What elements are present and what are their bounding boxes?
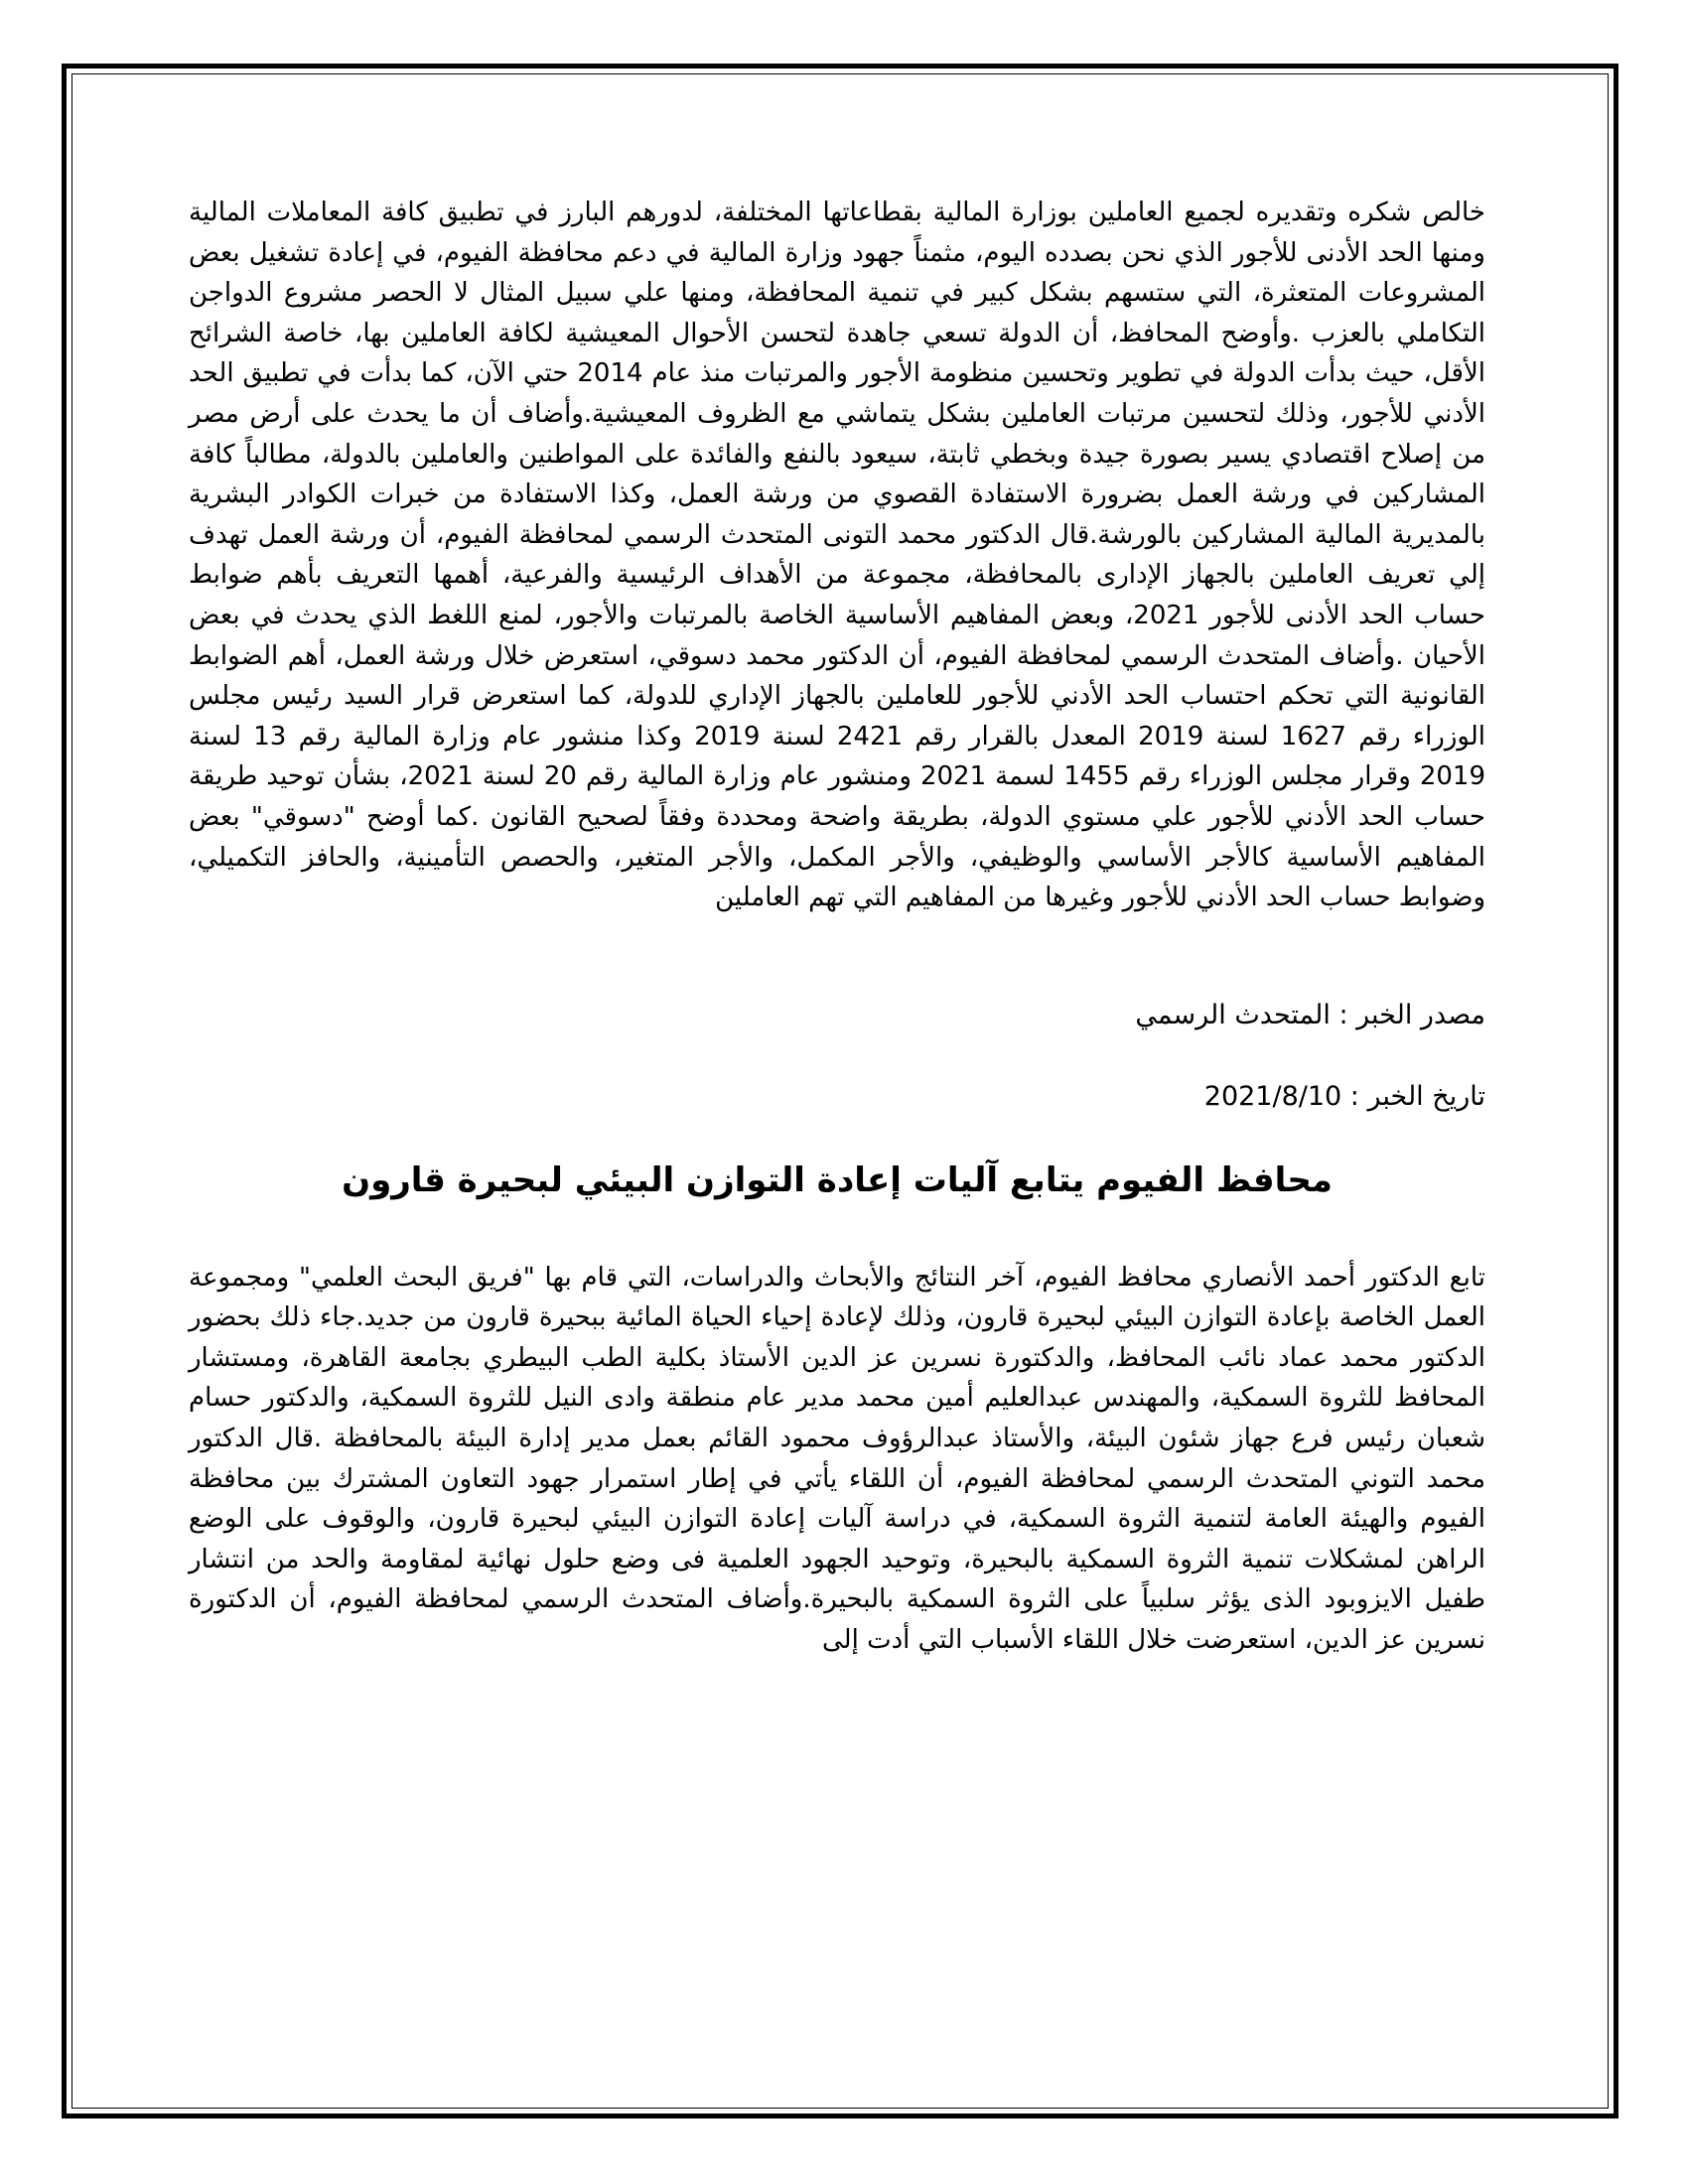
article-2-body: تابع الدكتور أحمد الأنصاري محافظ الفيوم، آخر النتائج والأبحاث والدراسات، التي قام بها "فريق البحث العلمي" ومجموعة العمل الخاصة بإعادة التوازن البيئي لبحيرة قارون، وذلك لإعادة إحياء الحياة المائية ببحيرة قارون من جديد.جاء ذلك بحضور الدكتور محمد عماد نائب المحافظ، والدكتورة نسرين عز الدين الأستاذ بكلية الطب البيطري بجامعة القاهرة، ومستشار المحافظ للثروة السمكية، والمهندس عبدالعليم أمين محمد مدير عام منطقة وادى النيل للثروة السمكية، والدكتور حسام شعبان رئيس فرع جهاز شئون البيئة، والأستاذ عبدالرؤوف محمود القائم بعمل مدير إدارة البيئة بالمحافظة .قال الدكتور محمد التوني المتحدث الرسمي لمحافظة الفيوم، أن اللقاء يأتي في إطار استمرار جهود التعاون المشترك بين محافظة الفيوم والهيئة العامة لتنمية الثروة السمكية، في دراسة آليات إعادة التوازن البيئي لبحيرة قارون، والوقوف على الوضع الراهن لمشكلات تنمية الثروة السمكية بالبحيرة، وتوحيد الجهود العلمية فى وضع حلول نهائية لمقاومة والحد من انتشار طفيل الايزوبود الذى يؤثر سلبياً على الثروة السمكية بالبحيرة.وأضاف المتحدث الرسمي لمحافظة الفيوم، أن الدكتورة نسرين عز الدين، استعرضت خلال اللقاء الأسباب التي أدت إلى	[189, 1262, 1485, 1656]
news-source: مصدر الخبر : المتحدث الرسمي	[1135, 999, 1485, 1030]
article-2-headline: محافظ الفيوم يتابع آليات إعادة التوازن البيئي لبحيرة قارون	[342, 1160, 1333, 1200]
news-date: تاريخ الخبر : 2021/8/10	[1203, 1080, 1485, 1112]
document-content	[189, 193, 1485, 1661]
article-1-body: خالص شكره وتقديره لجميع العاملين بوزارة المالية بقطاعاتها المختلفة، لدورهم البارز في تطبيق كافة المعاملات المالية ومنها الحد الأدنى للأجور الذي نحن بصدده اليوم، مثمناً جهود وزارة المالية في دعم محافظة الفيوم، في إعادة تشغيل بعض المشروعات المتعثرة، التي ستسهم بشكل كبير في تنمية المحافظة، ومنها علي سبيل المثال لا الحصر مشروع الدواجن التكاملي بالعزب .وأوضح المحافظ، أن الدولة تسعي جاهدة لتحسن الأحوال المعيشية لكافة العاملين بها، خاصة الشرائح الأقل، حيث بدأت الدولة في تطوير وتحسين منظومة الأجور والمرتبات منذ عام 2014 حتي الآن، كما بدأت في تطبيق الحد الأدني للأجور، وذلك لتحسين مرتبات العاملين بشكل يتماشي مع الظروف المعيشية.وأضاف أن ما يحدث على أرض مصر من إصلاح اقتصادي يسير بصورة جيدة وبخطي ثابتة، سيعود بالنفع والفائدة على المواطنين والعاملين بالدولة، مطالباً كافة المشاركين في ورشة العمل بضرورة الاستفادة القصوي من ورشة العمل، وكذا الاستفادة من خبرات الكوادر البشرية بالمديرية المالية المشاركين بالورشة.قال الدكتور محمد التونى المتحدث الرسمي لمحافظة الفيوم، أن ورشة العمل تهدف إلي تعريف العاملين بالجهاز الإدارى بالمحافظة، مجموعة من الأهداف الرئيسية والفرعية، أهمها التعريف بأهم ضوابط حساب الحد الأدنى للأجور 2021، وبعض المفاهيم الأساسية الخاصة بالمرتبات والأجور، لمنع اللغط الذي يحدث في بعض الأحيان .وأضاف المتحدث الرسمي لمحافظة الفيوم، أن الدكتور محمد دسوقي، استعرض خلال ورشة العمل، أهم الضوابط القانونية التي تحكم احتساب الحد الأدني للأجور للعاملين بالجهاز الإداري للدولة، كما استعرض قرار السيد رئيس مجلس الوزراء رقم 1627 لسنة 2019 المعدل بالقرار رقم 2421 لسنة 2019 وكذا منشور عام وزارة المالية رقم 13 لسنة 2019 وقرار مجلس الوزراء رقم 1455 لسمة 2021 ومنشور عام وزارة المالية رقم 20 لسنة 2021، بشأن توحيد طريقة حساب الحد الأدني للأجور علي مستوي الدولة، بطريقة واضحة ومحددة وفقاً لصحيح القانون .كما أوضح "دسوقي" بعض المفاهيم الأساسية كالأجر الأساسي والوظيفي، والأجر المكمل، والأجر المتغير، والحصص التأمينية، والحافز التكميلي، وضوابط حساب الحد الأدني للأجور وغيرها من المفاهيم التي تهم العاملين	[189, 198, 1485, 913]
